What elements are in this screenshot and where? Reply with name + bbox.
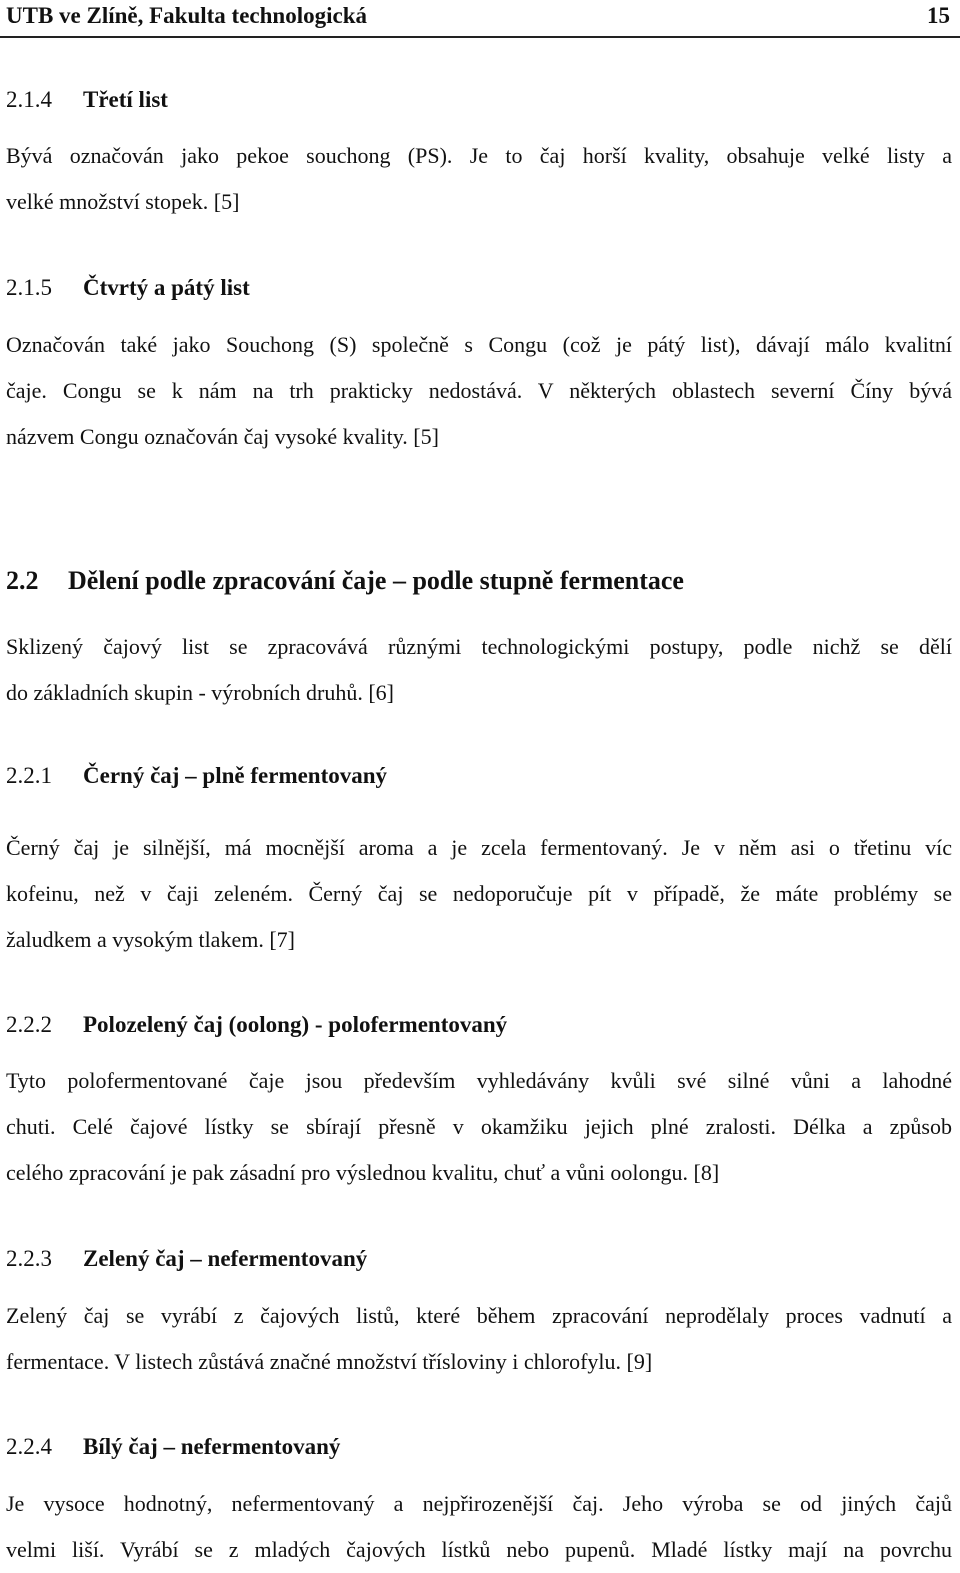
section-number: 2.2.1 <box>6 763 52 788</box>
section-title: Třetí list <box>83 87 168 112</box>
section-title: Čtvrtý a pátý list <box>83 275 250 300</box>
paragraph-line: Černý čaj je silnější, má mocnější aroma a je zcela fermentovaný. Je v něm asi o třetinu víc <box>6 835 952 860</box>
section-heading-2-1-5 <box>6 274 250 302</box>
paragraph-line: Tyto polofermentované čaje jsou především vyhledávány kvůli své silné vůni a lahodné <box>6 1068 952 1093</box>
document-header-title: UTB ve Zlíně, Fakulta technologická <box>6 3 367 28</box>
paragraph-2-1-5 <box>6 322 952 460</box>
page-number: 15 <box>927 3 950 28</box>
section-heading-2-2-1 <box>6 762 387 790</box>
paragraph-line: velmi liší. Vyrábí se z mladých čajových lístků nebo pupenů. Mladé lístky mají na povrchu <box>6 1537 952 1562</box>
paragraph-line: kofeinu, než v čaji zeleném. Černý čaj se nedoporučuje pít v případě, že máte problémy se <box>6 881 952 906</box>
paragraph-line: fermentace. V listech zůstává značné množství třísloviny i chlorofylu. [9] <box>6 1349 653 1374</box>
paragraph-2-1-4 <box>6 133 952 225</box>
paragraph-2-2 <box>6 624 952 716</box>
paragraph-line: chuti. Celé čajové lístky se sbírají přesně v okamžiku jejich plné zralosti. Délka a způsob <box>6 1114 952 1139</box>
paragraph-line: do základních skupin - výrobních druhů. [6] <box>6 680 394 705</box>
paragraph-line: velké množství stopek. [5] <box>6 189 240 214</box>
section-number: 2.2.3 <box>6 1246 52 1271</box>
section-heading-2-2-2 <box>6 1011 507 1039</box>
paragraph-line: čaje. Congu se k nám na trh prakticky nedostává. V některých oblastech severní Číny bývá <box>6 378 952 403</box>
section-title: Zelený čaj – nefermentovaný <box>83 1246 368 1271</box>
paragraph-line: Označován také jako Souchong (S) společně s Congu (což je pátý list), dávají málo kvalitní <box>6 332 952 357</box>
section-heading-2-1-4 <box>6 86 168 114</box>
section-title: Černý čaj – plně fermentovaný <box>83 763 388 788</box>
section-title: Polozelený čaj (oolong) - polofermentovaný <box>83 1012 508 1037</box>
paragraph-2-2-1 <box>6 825 952 963</box>
paragraph-line: žaludkem a vysokým tlakem. [7] <box>6 927 295 952</box>
section-title: Bílý čaj – nefermentovaný <box>83 1434 341 1459</box>
paragraph-line: Bývá označován jako pekoe souchong (PS). Je to čaj horší kvality, obsahuje velké listy a <box>6 143 952 168</box>
section-title: Dělení podle zpracování čaje – podle stupně fermentace <box>68 566 684 595</box>
section-number: 2.1.5 <box>6 275 52 300</box>
paragraph-line: Zelený čaj se vyrábí z čajových listů, které během zpracování neprodělaly proces vadnutí a <box>6 1303 952 1328</box>
paragraph-2-2-3 <box>6 1293 952 1385</box>
paragraph-2-2-2 <box>6 1058 952 1196</box>
section-number: 2.1.4 <box>6 87 52 112</box>
chapter-heading-2-2 <box>6 567 684 595</box>
section-number: 2.2.2 <box>6 1012 52 1037</box>
paragraph-line: celého zpracování je pak zásadní pro výslednou kvalitu, chuť a vůni oolongu. [8] <box>6 1160 720 1185</box>
paragraph-line: Sklizený čajový list se zpracovává různými technologickými postupy, podle nichž se dělí <box>6 634 952 659</box>
paragraph-line: názvem Congu označován čaj vysoké kvality. [5] <box>6 424 439 449</box>
section-number: 2.2.4 <box>6 1434 52 1459</box>
paragraph-line: Je vysoce hodnotný, nefermentovaný a nejpřirozenější čaj. Jeho výroba se od jiných čajů <box>6 1491 952 1516</box>
section-heading-2-2-3 <box>6 1245 367 1273</box>
section-number: 2.2 <box>6 566 39 595</box>
page-header <box>0 0 960 38</box>
section-heading-2-2-4 <box>6 1433 340 1461</box>
paragraph-2-2-4 <box>6 1481 952 1573</box>
